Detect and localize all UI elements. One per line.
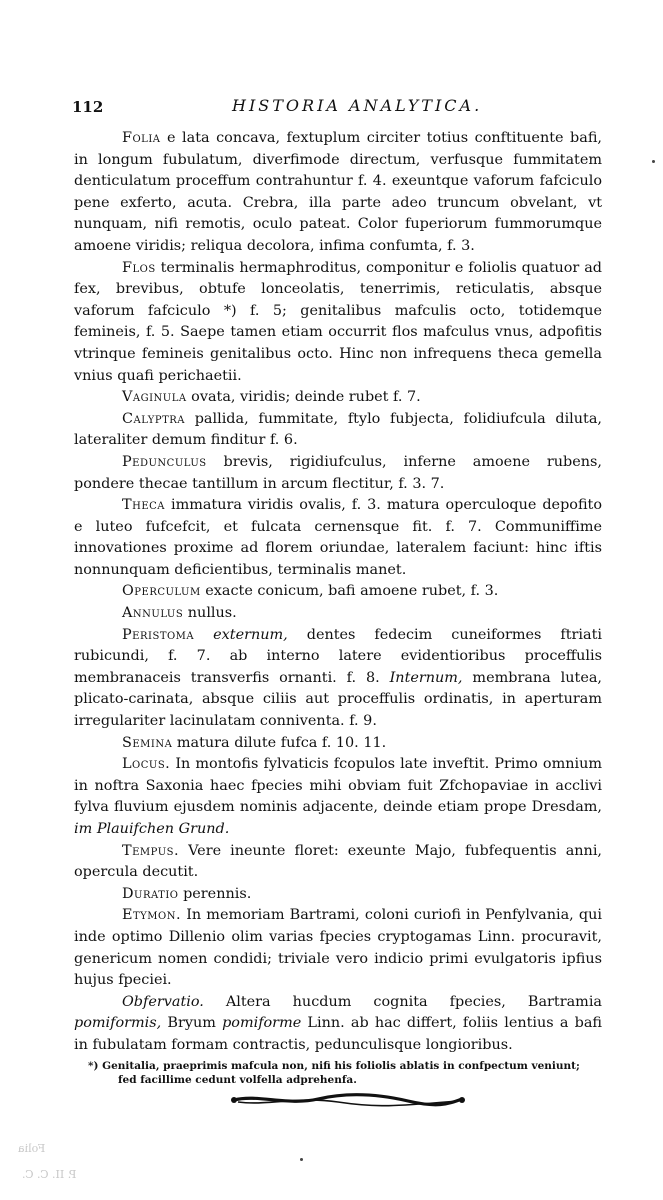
paragraph-text: ovata, viridis; deinde rubet f. 7. — [186, 389, 421, 406]
paragraph-calyptra — [74, 409, 602, 452]
paragraph-lead: Duratio — [122, 885, 179, 902]
paragraph-text: Linn. ab hac differt, foliis lentius a bafi in fubulatam formam contractis, pedunculisque longioribus. — [74, 1015, 603, 1053]
paragraph-text: Altera hucdum cognita fpecies, Bartramia — [203, 993, 602, 1010]
paragraph-text: e lata concava, fextuplum circiter totius conftituente bafi, in longum fubulatum, diverfimode directum, verfusque fummitatem denticulatum proceffum contrahuntur f. 4. exeuntque vaforum fafciculo pene exferto, acuta. Crebra, illa parte adeo truncum obvelant, vt nunquam, nifi remotis, oculo pateat. Color fuperiorum fummorumque amoene viridis; reliqua decolora, infima confumta, f. 3. — [74, 130, 602, 254]
paragraph-peristoma — [74, 625, 602, 733]
paragraph-italic: externum, — [194, 626, 288, 643]
paragraph-text: immatura viridis ovalis, f. 3. matura operculoque depofito e luteo fufcefcit, et fulcata cernensque fit. f. 7. Communiffime innovationes proxime ad florem oriundae, lateralem faciunt: hinc iftis nonnunquam deficientibus, terminalis manet. — [74, 497, 602, 578]
paragraph-text: brevis, rigidiufculus, inferne amoene rubens, pondere thecae tantillum in arcum flectitur, f. 3. 7. — [74, 453, 602, 492]
paragraph-text: matura dilute fufca f. 10. 11. — [172, 734, 387, 751]
body-text — [74, 128, 602, 1087]
paragraph-lead: Obfervatio. — [122, 993, 204, 1010]
page-number: 112 — [72, 98, 104, 116]
paragraph-folia — [74, 128, 602, 258]
paragraph-pedunculus — [74, 452, 602, 495]
paragraph-lead: Operculum — [122, 583, 201, 600]
paragraph-lead: Pedunculus — [122, 453, 207, 470]
paragraph-lead: Locus. — [122, 756, 171, 773]
paragraph-text: terminalis hermaphroditus, componitur e foliolis quatuor ad fex, brevibus, obtufe lonceolatis, tenerrimis, reticulatis, absque vaforum fafciculo *) f. 5; genitalibus mafculis octo, totidemque femineis, f. 5. Saepe tamen etiam occurrit flos mafculus vnus, adpofitis vtrinque femineis genitalibus octo. Hinc non infrequens theca gemella vnius quafi perichaetii. — [74, 259, 602, 384]
paragraph-annulus — [74, 603, 602, 625]
paragraph-text: In memoriam Bartrami, coloni curiofi in Penfylvania, qui inde optimo Dillenio olim varias fpecies cryptogamas Linn. procuravit, genericum nomen condidi; triviale vero indicio primi evulgatoris ipfius hujus fpeciei. — [74, 907, 602, 989]
paragraph-tempus — [74, 841, 602, 884]
show-through-text: Folia — [18, 1142, 46, 1155]
paragraph-lead: Peristoma — [122, 626, 195, 643]
paragraph-italic: pomiforme — [215, 1015, 302, 1032]
paragraph-flos — [74, 258, 602, 388]
paragraph-vaginula — [74, 387, 602, 409]
paragraph-text: exacte conicum, bafi amoene rubet, f. 3. — [200, 583, 499, 600]
paragraph-lead: Semina — [122, 734, 173, 751]
paragraph-semina — [74, 733, 602, 755]
paragraph-locus — [74, 754, 602, 840]
paragraph-text: nullus. — [183, 605, 237, 622]
paragraph-italic: im Plauifchen Grund. — [74, 821, 230, 837]
paragraph-text: In montofis fylvaticis fcopulos late inveftit. Primo omnium in noftra Saxonia haec fpecies mihi obviam fuit Zfchopaviae in acclivi fylva fluvium ejusdem nominis adjacente, deinde etiam prope Dresdam, — [74, 756, 602, 816]
paragraph-lead: Theca — [122, 497, 165, 514]
paragraph-italic: Internum, — [379, 669, 463, 686]
paragraph-lead: Annulus — [122, 605, 184, 622]
show-through-text: P. II. C. C. — [22, 1168, 77, 1181]
paragraph-lead: Tempus. — [122, 842, 180, 859]
page-header — [72, 96, 632, 120]
paragraph-text: Vere ineunte floret: exeunte Majo, fubfequentis anni, opercula decutit. — [74, 842, 602, 881]
paragraph-duratio — [74, 884, 602, 906]
paper-speck — [300, 1158, 303, 1161]
ornament-rule — [228, 1090, 468, 1110]
paragraph-etymon — [74, 905, 602, 991]
paragraph-text: membrana lutea, plicato-carinata, absque ciliis aut proceffulis ordinatis, in aperturam irregulariter lacinulatam conniventa. f. 9. — [74, 669, 602, 730]
paragraph-text: perennis. — [178, 885, 252, 902]
running-title: HISTORIA ANALYTICA. — [232, 96, 483, 115]
paragraph-lead: Flos — [122, 259, 156, 276]
paragraph-observatio — [74, 992, 602, 1057]
paragraph-lead: Vaginula — [122, 389, 187, 406]
paragraph-lead: Calyptra — [122, 410, 185, 427]
paragraph-italic: pomiformis, — [74, 1015, 162, 1032]
paragraph-text: dentes fedecim cuneiformes ftriati rubicundi, f. 7. ab interno latere evidentioribus proceffulis membranaceis transverfis ornanti. f. 8. — [74, 626, 602, 686]
paper-speck — [652, 160, 655, 163]
paragraph-text: Bryum — [161, 1015, 216, 1032]
paragraph-operculum — [74, 581, 602, 603]
paragraph-lead: Etymon. — [122, 907, 182, 924]
paragraph-lead: Folia — [122, 130, 161, 146]
paragraph-theca — [74, 495, 602, 581]
footnote: *) Genitalia, praeprimis mafcula non, nifi his foliolis ablatis in confpectum veniunt; fed facillime cedunt volfella adprehenfa. — [88, 1059, 580, 1086]
paragraph-text: pallida, fummitate, ftylo fubjecta, folidiufcula diluta, lateraliter demum finditur f. 6. — [74, 410, 602, 449]
